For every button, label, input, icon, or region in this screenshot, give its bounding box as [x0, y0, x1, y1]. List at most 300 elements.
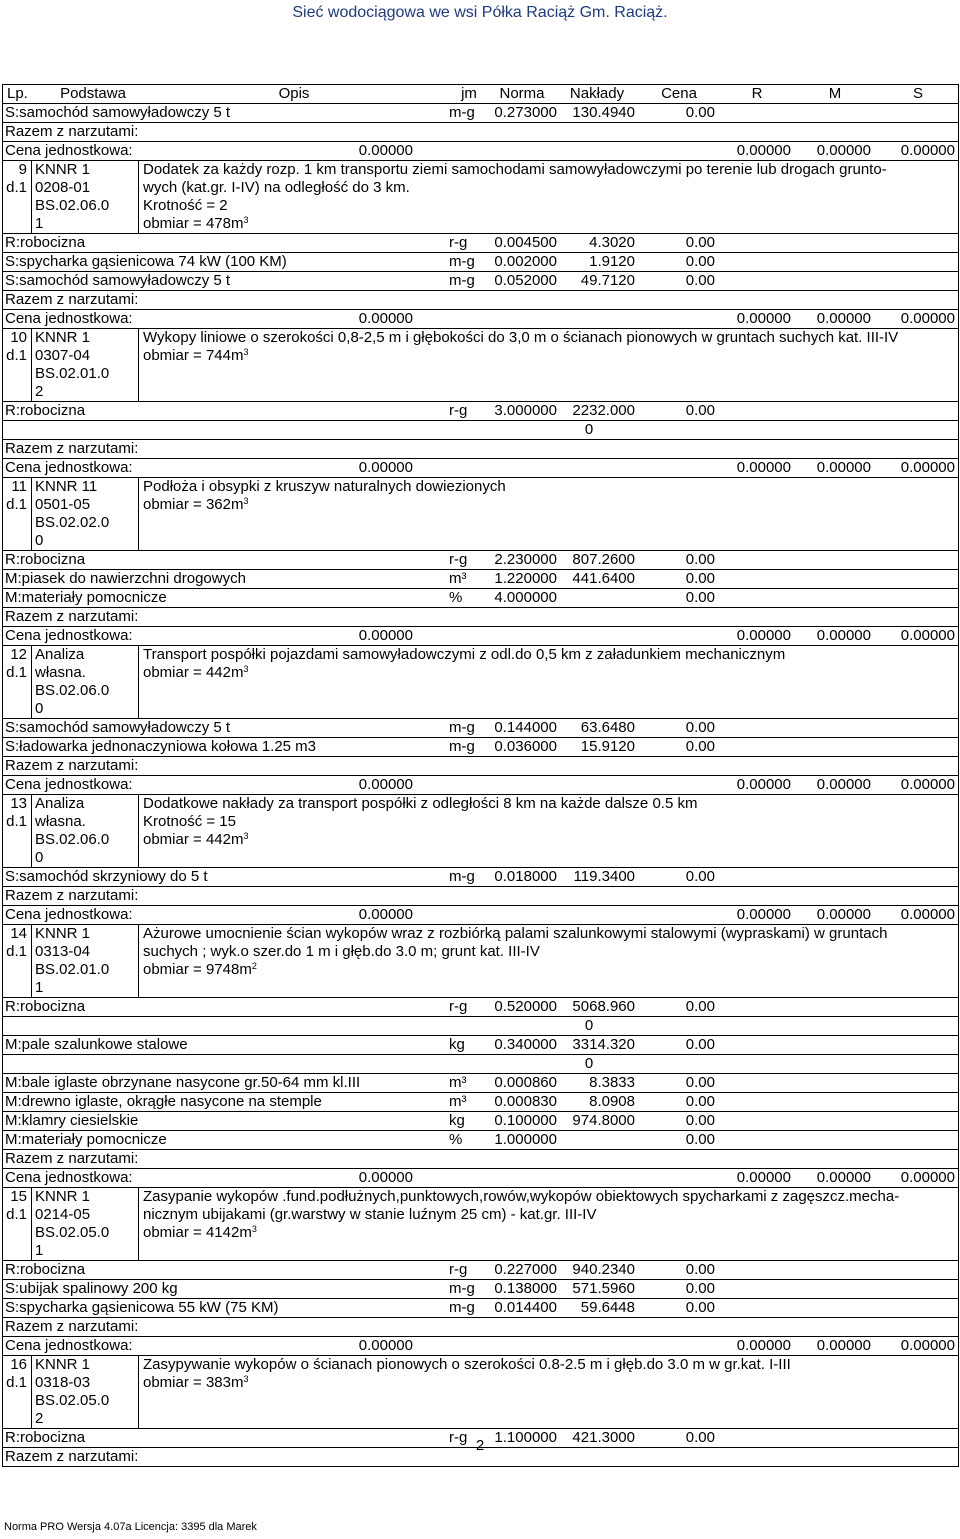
- cena-m: 0.00000: [816, 776, 871, 793]
- cena-m: 0.00000: [816, 906, 871, 923]
- razem-row: [3, 887, 959, 906]
- resource-name: M:materiały pomocnicze: [5, 1131, 167, 1148]
- resource-unit: m-g: [449, 738, 475, 755]
- resource-norma: 0.036000: [494, 738, 557, 755]
- resource-name: M:piasek do nawierzchni drogowych: [5, 570, 246, 587]
- resource-unit: m-g: [449, 253, 475, 270]
- resource-name: R:robocizna: [5, 1261, 86, 1278]
- resource-row: [3, 570, 959, 589]
- resource-cena: 0.00: [685, 551, 715, 568]
- resource-row: [3, 1280, 959, 1299]
- resource-row: [3, 868, 959, 887]
- resource-name: S:samochód skrzyniowy do 5 t: [5, 868, 208, 885]
- cena-r: 0.00000: [736, 1337, 791, 1354]
- cena-s: 0.00000: [900, 1337, 955, 1354]
- position-podstawa: [31, 1188, 139, 1260]
- resource-norma: 0.000860: [494, 1074, 557, 1091]
- resource-unit: m-g: [449, 868, 475, 885]
- position-opis: [143, 795, 954, 849]
- resource-unit: m³: [449, 570, 467, 587]
- resource-name: R:robocizna: [5, 402, 86, 419]
- resource-row: [3, 1299, 959, 1318]
- resource-unit: kg: [449, 1036, 465, 1053]
- resource-name: S:spycharka gąsienicowa 55 kW (75 KM): [5, 1299, 279, 1316]
- podstawa-line: 0: [35, 849, 44, 866]
- cena-s: 0.00000: [900, 776, 955, 793]
- header-cell: jm: [461, 85, 477, 102]
- resource-cena: 0.00: [685, 1036, 715, 1053]
- resource-name: S:samochód samowyładowczy 5 t: [5, 272, 231, 289]
- position-lp: [3, 1356, 27, 1392]
- razem-row: [3, 123, 959, 142]
- podstawa-line: 0307-04: [35, 347, 91, 364]
- resource-name: M:materiały pomocnicze: [5, 589, 167, 606]
- resource-norma: 0.004500: [494, 234, 557, 251]
- opis-line: Podłoża i obsypki z kruszyw naturalnych dowiezionych: [143, 478, 506, 495]
- resource-unit: kg: [449, 1112, 465, 1129]
- resource-naklady: 119.3400: [573, 868, 635, 885]
- resource-unit: m-g: [449, 719, 475, 736]
- resource-row: [3, 738, 959, 757]
- opis-line: Dodatkowe nakłady za transport pospółki z odległości 8 km na każde dalsze 0.5 km: [143, 795, 698, 812]
- resource-row: [3, 589, 959, 608]
- cena-row: [3, 627, 959, 646]
- cena-r: 0.00000: [736, 1169, 791, 1186]
- opis-line: nicznym ubijakami (gr.warstwy w stanie luźnym 25 cm) - kat.gr. III-IV: [143, 1206, 597, 1223]
- podstawa-line: 2: [35, 383, 44, 400]
- position-podstawa: [31, 795, 139, 867]
- cena-label: Cena jednostkowa:: [5, 627, 133, 644]
- podstawa-line: KNNR 1: [35, 1188, 91, 1205]
- podstawa-line: 0: [35, 700, 44, 717]
- podstawa-line: 1: [35, 215, 44, 232]
- footer-license: Norma PRO Wersja 4.07a Licencja: 3395 dla Marek: [4, 1521, 257, 1533]
- resource-unit: m-g: [449, 272, 475, 289]
- podstawa-line: BS.02.06.0: [35, 831, 110, 848]
- position-podstawa: [31, 478, 139, 550]
- podstawa-line: własna.: [35, 664, 86, 681]
- cena-label: Cena jednostkowa:: [5, 1169, 133, 1186]
- resource-name: S:ubijak spalinowy 200 kg: [5, 1280, 178, 1297]
- resource-unit: r-g: [449, 234, 468, 251]
- obmiar-line: obmiar = $442m^3$: [143, 664, 249, 681]
- resource-cena: 0.00: [685, 1093, 715, 1110]
- header-cell: Cena: [661, 85, 697, 102]
- page-title: Sieć wodociągowa we wsi Półka Raciąż Gm. Raciąż.: [292, 4, 668, 21]
- cena-r: 0.00000: [736, 310, 791, 327]
- cena-m: 0.00000: [816, 627, 871, 644]
- resource-naklady: 2232.000: [572, 402, 635, 419]
- resource-cena: 0.00: [685, 402, 715, 419]
- position-opis: [143, 646, 954, 682]
- position-lp: [3, 1188, 27, 1224]
- header-cell: Norma: [499, 85, 545, 102]
- cena-label: Cena jednostkowa:: [5, 906, 133, 923]
- lp-line: 11: [11, 478, 27, 495]
- resource-row-continued: [3, 421, 959, 440]
- resource-norma: 4.000000: [494, 589, 557, 606]
- header-cell: Opis: [278, 85, 310, 102]
- resource-unit: m³: [449, 1074, 467, 1091]
- resource-cena: 0.00: [685, 1074, 715, 1091]
- header-cell: Nakłady: [569, 85, 625, 102]
- position-block: [3, 646, 959, 719]
- cena-value: 0.00000: [358, 906, 413, 923]
- podstawa-line: 0501-05: [35, 496, 91, 513]
- lp-line: d.1: [6, 1374, 27, 1391]
- cena-value: 0.00000: [358, 142, 413, 159]
- position-opis: [143, 1356, 954, 1392]
- podstawa-line: 1: [35, 1242, 44, 1259]
- resource-row: [3, 998, 959, 1017]
- resource-name: S:samochód samowyładowczy 5 t: [5, 104, 231, 121]
- resource-cena: 0.00: [685, 272, 715, 289]
- podstawa-line: BS.02.06.0: [35, 682, 110, 699]
- podstawa-line: 0: [35, 532, 44, 549]
- resource-cena: 0.00: [685, 868, 715, 885]
- resource-naklady: 8.0908: [589, 1093, 635, 1110]
- resource-cena: 0.00: [685, 1261, 715, 1278]
- opis-line: Transport pospółki pojazdami samowyładowczymi z odl.do 0,5 km z załadunkiem mechanicznym: [143, 646, 786, 663]
- position-lp: [3, 161, 27, 197]
- cena-s: 0.00000: [900, 1169, 955, 1186]
- cena-r: 0.00000: [736, 776, 791, 793]
- resource-naklady: 8.3833: [589, 1074, 635, 1091]
- resource-norma: 0.340000: [494, 1036, 557, 1053]
- position-podstawa: [31, 161, 139, 233]
- lp-line: 15: [10, 1188, 27, 1205]
- resource-norma: 0.138000: [494, 1280, 557, 1297]
- opis-line: Zasypanie wykopów .fund.podłużnych,punktowych,rowów,wykopów obiektowych spycharkami z zagęszcz.mecha-: [143, 1188, 900, 1205]
- cena-r: 0.00000: [736, 459, 791, 476]
- opis-line: Ażurowe umocnienie ścian wykopów wraz z rozbiórką palami szalunkowymi stalowymi (wypraskami) w gruntach: [143, 925, 888, 942]
- resource-norma: 0.273000: [494, 104, 557, 121]
- obmiar-line: obmiar = $362m^3$: [143, 496, 249, 513]
- resource-cena: 0.00: [685, 253, 715, 270]
- podstawa-line: KNNR 1: [35, 161, 91, 178]
- cena-label: Cena jednostkowa:: [5, 459, 133, 476]
- resource-unit: r-g: [449, 998, 468, 1015]
- position-block: [3, 478, 959, 551]
- lp-line: d.1: [6, 813, 27, 830]
- podstawa-line: KNNR 11: [35, 478, 98, 495]
- cena-s: 0.00000: [900, 906, 955, 923]
- podstawa-line: 0313-04: [35, 943, 91, 960]
- resource-naklady: 49.7120: [580, 272, 635, 289]
- cena-s: 0.00000: [900, 627, 955, 644]
- cena-value: 0.00000: [358, 1169, 413, 1186]
- resource-cena: 0.00: [685, 719, 715, 736]
- resource-name: S:spycharka gąsienicowa 74 kW (100 KM): [5, 253, 287, 270]
- position-block: [3, 1356, 959, 1429]
- position-lp: [3, 925, 27, 961]
- cena-s: 0.00000: [900, 142, 955, 159]
- position-block: [3, 1188, 959, 1261]
- obmiar-line: obmiar = $9748m^2$: [143, 961, 257, 978]
- resource-name: R:robocizna: [5, 998, 86, 1015]
- header-cell: S: [912, 85, 923, 102]
- cena-label: Cena jednostkowa:: [5, 1337, 133, 1354]
- position-block: [3, 161, 959, 234]
- resource-cena: 0.00: [685, 998, 715, 1015]
- position-lp: [3, 329, 27, 365]
- razem-label: Razem z narzutami:: [5, 1448, 139, 1465]
- obmiar-line: obmiar = $744m^3$: [143, 347, 249, 364]
- opis-line: Krotność = 15: [143, 813, 236, 830]
- position-lp: [3, 795, 27, 831]
- lp-line: d.1: [6, 496, 27, 513]
- resource-row: [3, 1261, 959, 1280]
- lp-line: d.1: [6, 664, 27, 681]
- cena-value: 0.00000: [358, 776, 413, 793]
- resource-unit: %: [449, 589, 463, 606]
- lp-line: d.1: [6, 179, 27, 196]
- lp-line: 14: [10, 925, 27, 942]
- resource-norma: 0.520000: [494, 998, 557, 1015]
- resource-norma: 0.052000: [494, 272, 557, 289]
- lp-line: 13: [10, 795, 27, 812]
- cena-row: [3, 142, 959, 161]
- cena-row: [3, 1337, 959, 1356]
- position-podstawa: [31, 329, 139, 401]
- opis-line: wych (kat.gr. I-IV) na odległość do 3 km.: [143, 179, 410, 196]
- lp-line: d.1: [6, 943, 27, 960]
- resource-unit: r-g: [449, 551, 468, 568]
- resource-norma: 0.227000: [494, 1261, 557, 1278]
- lp-line: 12: [10, 646, 27, 663]
- header-cell: M: [828, 85, 842, 102]
- opis-line: Dodatek za każdy rozp. 1 km transportu ziemi samochodami samowyładowczymi po terenie lub drogach grunto-: [143, 161, 887, 178]
- resource-row: [3, 104, 959, 123]
- resource-naklady: 1.9120: [589, 253, 635, 270]
- resource-cena: 0.00: [685, 589, 715, 606]
- resource-norma: 0.002000: [494, 253, 557, 270]
- resource-row: [3, 253, 959, 272]
- resource-norma: 1.100000: [494, 1429, 557, 1446]
- resource-row: [3, 402, 959, 421]
- cena-label: Cena jednostkowa:: [5, 310, 133, 327]
- podstawa-line: Analiza: [35, 795, 85, 812]
- opis-line: Krotność = 2: [143, 197, 228, 214]
- resource-unit: m³: [449, 1093, 467, 1110]
- cost-table: [2, 84, 959, 1467]
- cena-label: Cena jednostkowa:: [5, 142, 133, 159]
- resource-unit: m-g: [449, 104, 475, 121]
- resource-naklady: 5068.960: [572, 998, 635, 1015]
- podstawa-line: własna.: [35, 813, 86, 830]
- resource-name: R:robocizna: [5, 234, 86, 251]
- resource-naklady: 571.5960: [572, 1280, 635, 1297]
- position-lp: [3, 646, 27, 682]
- resource-unit: m-g: [449, 1299, 475, 1316]
- position-opis: [143, 478, 954, 514]
- resource-name: M:bale iglaste obrzynane nasycone gr.50-64 mm kl.III: [5, 1074, 361, 1091]
- cena-row: [3, 1169, 959, 1188]
- razem-label: Razem z narzutami:: [5, 608, 139, 625]
- cena-s: 0.00000: [900, 310, 955, 327]
- position-block: [3, 329, 959, 402]
- cena-m: 0.00000: [816, 142, 871, 159]
- razem-row: [3, 608, 959, 627]
- razem-label: Razem z narzutami:: [5, 887, 139, 904]
- resource-naklady-tail: 0: [584, 421, 594, 438]
- resource-row: [3, 551, 959, 570]
- podstawa-line: 1: [35, 979, 44, 996]
- razem-row: [3, 291, 959, 310]
- position-opis: [143, 329, 954, 365]
- resource-unit: m-g: [449, 1280, 475, 1297]
- podstawa-line: BS.02.06.0: [35, 197, 110, 214]
- obmiar-line: obmiar = $442m^3$: [143, 831, 249, 848]
- resource-row: [3, 719, 959, 738]
- resource-cena: 0.00: [685, 738, 715, 755]
- resource-norma: 0.000830: [494, 1093, 557, 1110]
- resource-unit: r-g: [449, 1429, 468, 1446]
- position-opis: [143, 1188, 954, 1242]
- podstawa-line: KNNR 1: [35, 925, 91, 942]
- opis-line: Zasypywanie wykopów o ścianach pionowych o szerokości 0.8-2.5 m i głęb.do 3.0 m w gr.kat. I-III: [143, 1356, 791, 1373]
- resource-row: [3, 1074, 959, 1093]
- podstawa-line: 0208-01: [35, 179, 91, 196]
- cena-r: 0.00000: [736, 906, 791, 923]
- resource-unit: r-g: [449, 402, 468, 419]
- razem-label: Razem z narzutami:: [5, 1318, 139, 1335]
- cena-m: 0.00000: [816, 1169, 871, 1186]
- resource-row-continued: [3, 1017, 959, 1036]
- razem-label: Razem z narzutami:: [5, 440, 139, 457]
- podstawa-line: 0318-03: [35, 1374, 91, 1391]
- cena-s: 0.00000: [900, 459, 955, 476]
- resource-naklady: 3314.320: [572, 1036, 635, 1053]
- resource-norma: 0.018000: [494, 868, 557, 885]
- resource-row: [3, 1093, 959, 1112]
- table-header: [3, 85, 959, 104]
- resource-norma: 0.014400: [494, 1299, 557, 1316]
- lp-line: 10: [10, 329, 27, 346]
- position-block: [3, 795, 959, 868]
- cena-value: 0.00000: [358, 627, 413, 644]
- lp-line: d.1: [6, 347, 27, 364]
- cena-row: [3, 906, 959, 925]
- lp-line: 16: [10, 1356, 27, 1373]
- podstawa-line: BS.02.05.0: [35, 1224, 110, 1241]
- opis-line: Wykopy liniowe o szerokości 0,8-2,5 m i głębokości do 3,0 m o ścianach pionowych w gruntach suchych kat. III-IV: [143, 329, 899, 346]
- page-number: 2: [475, 1437, 485, 1454]
- obmiar-line: obmiar = $4142m^3$: [143, 1224, 257, 1241]
- resource-norma: 3.000000: [494, 402, 557, 419]
- resource-naklady: 59.6448: [580, 1299, 635, 1316]
- resource-name: M:klamry ciesielskie: [5, 1112, 139, 1129]
- resource-norma: 0.144000: [494, 719, 557, 736]
- resource-row-continued: [3, 1055, 959, 1074]
- resource-name: S:ładowarka jednonaczyniowa kołowa 1.25 m3: [5, 738, 317, 755]
- razem-label: Razem z narzutami:: [5, 1150, 139, 1167]
- podstawa-line: BS.02.01.0: [35, 365, 110, 382]
- podstawa-line: BS.02.05.0: [35, 1392, 110, 1409]
- header-cell: R: [751, 85, 763, 102]
- cena-label: Cena jednostkowa:: [5, 776, 133, 793]
- obmiar-line: obmiar = $478m^3$: [143, 215, 249, 232]
- resource-norma: 0.100000: [494, 1112, 557, 1129]
- position-podstawa: [31, 1356, 139, 1428]
- podstawa-line: Analiza: [35, 646, 85, 663]
- cena-m: 0.00000: [816, 310, 871, 327]
- podstawa-line: KNNR 1: [35, 1356, 91, 1373]
- razem-label: Razem z narzutami:: [5, 123, 139, 140]
- position-opis: [143, 925, 954, 979]
- resource-norma: 2.230000: [494, 551, 557, 568]
- position-block: [3, 925, 959, 998]
- resource-name: M:drewno iglaste, okrągłe nasycone na stemple: [5, 1093, 322, 1110]
- resource-cena: 0.00: [685, 1429, 715, 1446]
- resource-row: [3, 234, 959, 253]
- resource-cena: 0.00: [685, 570, 715, 587]
- resource-name: R:robocizna: [5, 1429, 86, 1446]
- position-podstawa: [31, 646, 139, 718]
- cena-r: 0.00000: [736, 627, 791, 644]
- podstawa-line: BS.02.02.0: [35, 514, 110, 531]
- resource-row: [3, 272, 959, 291]
- resource-name: S:samochód samowyładowczy 5 t: [5, 719, 231, 736]
- resource-cena: 0.00: [685, 1112, 715, 1129]
- cena-value: 0.00000: [358, 310, 413, 327]
- obmiar-line: obmiar = $383m^3$: [143, 1374, 249, 1391]
- razem-row: [3, 1150, 959, 1169]
- resource-norma: 1.000000: [494, 1131, 557, 1148]
- razem-label: Razem z narzutami:: [5, 757, 139, 774]
- resource-naklady: 807.2600: [572, 551, 635, 568]
- podstawa-line: 2: [35, 1410, 44, 1427]
- resource-unit: r-g: [449, 1261, 468, 1278]
- resource-naklady: 15.9120: [580, 738, 635, 755]
- resource-naklady: 441.6400: [572, 570, 635, 587]
- razem-label: Razem z narzutami:: [5, 291, 139, 308]
- resource-cena: 0.00: [685, 234, 715, 251]
- resource-cena: 0.00: [685, 1131, 715, 1148]
- razem-row: [3, 757, 959, 776]
- resource-row: [3, 1036, 959, 1055]
- position-opis: [143, 161, 954, 233]
- resource-naklady-tail: 0: [584, 1017, 594, 1034]
- header-cell: Podstawa: [60, 85, 126, 102]
- cena-row: [3, 776, 959, 795]
- lp-line: d.1: [6, 1206, 27, 1223]
- resource-naklady: 421.3000: [572, 1429, 635, 1446]
- opis-line: suchych ; wyk.o szer.do 1 m i głęb.do 3.0 m; grunt kat. III-IV: [143, 943, 540, 960]
- podstawa-line: KNNR 1: [35, 329, 91, 346]
- podstawa-line: BS.02.01.0: [35, 961, 110, 978]
- resource-name: M:pale szalunkowe stalowe: [5, 1036, 188, 1053]
- cena-value: 0.00000: [358, 459, 413, 476]
- cena-m: 0.00000: [816, 459, 871, 476]
- resource-name: R:robocizna: [5, 551, 86, 568]
- lp-line: 9: [18, 161, 27, 178]
- resource-cena: 0.00: [685, 1280, 715, 1297]
- resource-naklady-tail: 0: [584, 1055, 594, 1072]
- resource-naklady: 940.2340: [572, 1261, 635, 1278]
- resource-norma: 1.220000: [494, 570, 557, 587]
- resource-naklady: 130.4940: [572, 104, 635, 121]
- podstawa-line: 0214-05: [35, 1206, 91, 1223]
- cena-r: 0.00000: [736, 142, 791, 159]
- razem-row: [3, 1318, 959, 1337]
- razem-row: [3, 440, 959, 459]
- resource-row: [3, 1131, 959, 1150]
- position-podstawa: [31, 925, 139, 997]
- resource-row: [3, 1112, 959, 1131]
- position-lp: [3, 478, 27, 514]
- cena-value: 0.00000: [358, 1337, 413, 1354]
